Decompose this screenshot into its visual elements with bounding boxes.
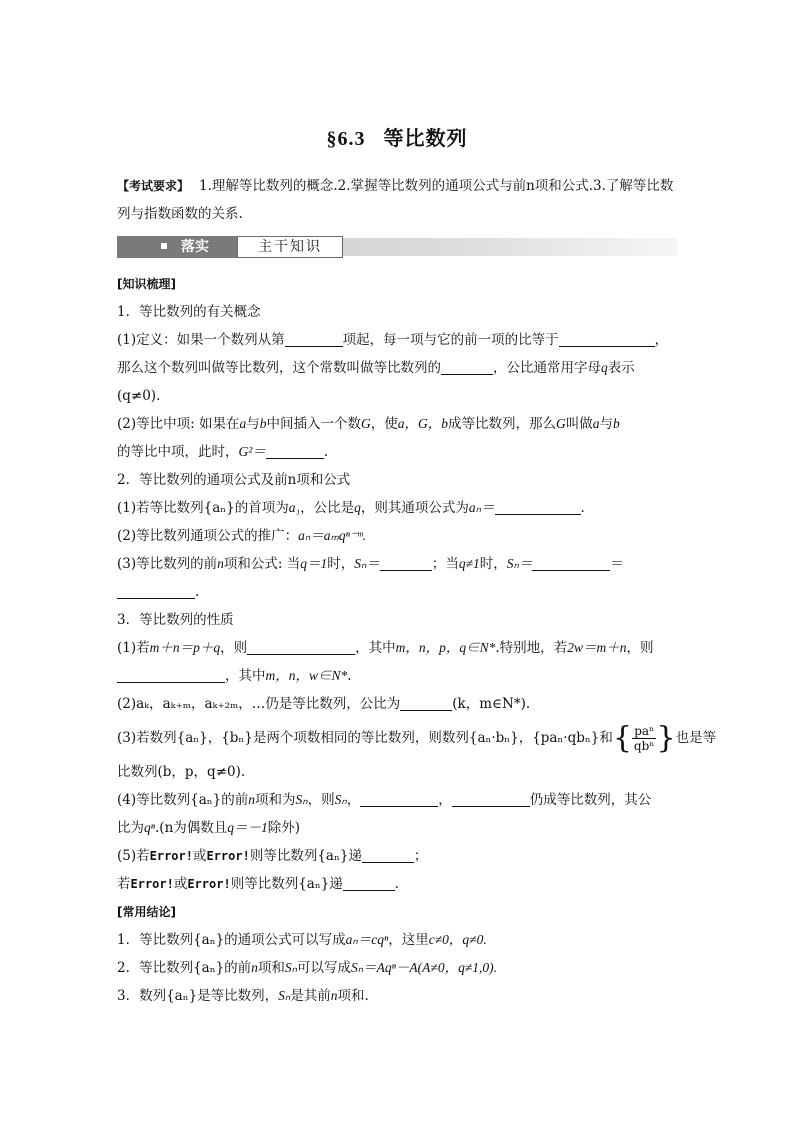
- s2-formula3: (3)等比数列的前n项和公式: 当q＝1时，Sₙ＝ ；当q≠1时，Sₙ＝ ＝: [117, 556, 624, 572]
- answer-blank[interactable]: [380, 554, 432, 571]
- page-title: [0, 122, 794, 151]
- conclusion-1: 1．等比数列{aₙ}的通项公式可以写成aₙ＝cqⁿ，这里c≠0，q≠0.: [117, 932, 487, 948]
- requirement-tag: 【考试要求】: [117, 179, 190, 193]
- knowledge-heading: [知识梳理]: [117, 277, 176, 291]
- answer-blank[interactable]: [400, 694, 452, 711]
- answer-blank[interactable]: [117, 582, 195, 599]
- square-icon: [161, 243, 167, 249]
- s1-mid-line2: 的等比中项，此时，G²＝ .: [117, 444, 329, 460]
- s1-def-line2: 那么这个数列叫做等比数列，这个常数叫做等比数列的 ，公比通常用字母q表示: [117, 360, 635, 376]
- s3-prop4-line1: (4)等比数列{aₙ}的前n项和为Sₙ，则Sₙ， ， 仍成等比数列，其公: [117, 792, 652, 808]
- s3-title: 3．等比数列的性质: [117, 612, 234, 628]
- answer-blank[interactable]: [343, 874, 395, 891]
- s3-prop2: (2)aₖ，aₖ₊ₘ，aₖ₊₂ₘ，…仍是等比数列，公比为 (k，m∈N*).: [117, 696, 531, 712]
- answer-blank[interactable]: [495, 498, 581, 515]
- s3-prop4-line2: 比为qⁿ.(n为偶数且q＝－1除外): [117, 820, 301, 836]
- left-brace: {: [612, 720, 632, 756]
- s2-formula1: (1)若等比数列{aₙ}的首项为a₁，公比是q，则其通项公式为aₙ＝ .: [117, 500, 585, 516]
- answer-blank[interactable]: [360, 790, 438, 807]
- answer-blank[interactable]: [117, 666, 225, 683]
- section-banner: [117, 236, 677, 258]
- s2-title: 2．等比数列的通项公式及前n项和公式: [117, 472, 351, 488]
- s3-prop3-line1: (3)若数列{aₙ}，{bₙ}是两个项数相同的等比数列，则数列{aₙ·bₙ}，{paₙ·qbₙ}和{ $\frac{\text{paⁿ}}{\text{qbⁿ}}$ }也是等: [117, 720, 717, 756]
- s3-prop5: (5)若Error!或Error!则等比数列{aₙ}递 ；: [117, 848, 428, 864]
- s1-title: 1．等比数列的有关概念: [117, 304, 261, 320]
- s2-formula3-cont: .: [117, 578, 679, 606]
- conclusion-2: 2．等比数列{aₙ}的前n项和Sₙ可以写成Sₙ＝Aqⁿ－A(A≠0，q≠1,0).: [117, 960, 497, 976]
- conclusions-heading: [常用结论]: [117, 905, 176, 919]
- s3-prop6: 若Error!或Error!则等比数列{aₙ}递 .: [117, 876, 400, 892]
- conclusion-3: 3．数列{aₙ}是等比数列，Sₙ是其前n项和.: [117, 988, 369, 1004]
- answer-blank[interactable]: [532, 554, 610, 571]
- s3-prop1-line1: (1)若m＋n＝p＋q，则 ，其中m，n，p，q∈N*.特别地，若2w＝m＋n，则: [117, 640, 654, 656]
- answer-blank[interactable]: [247, 638, 355, 655]
- banner-tag-light: 主干知识: [237, 236, 343, 258]
- requirement-text: 1.理解等比数列的概念.2.掌握等比数列的通项公式与前n项和公式.3.了解等比数列与指数函数的关系.: [117, 178, 674, 222]
- section-number: §6.3: [326, 128, 366, 150]
- s2-formula2: (2)等比数列通项公式的推广：aₙ＝aₘqⁿ⁻ᵐ.: [117, 528, 367, 544]
- exam-requirement: [117, 172, 679, 228]
- answer-blank[interactable]: [452, 790, 530, 807]
- s1-def-line3: (q≠0).: [117, 388, 161, 404]
- s1-mid-line1: (2)等比中项: 如果在a与b中间插入一个数G，使a，G，b成等比数列，那么G叫做a与b: [117, 416, 620, 432]
- section-title: 等比数列: [383, 126, 468, 150]
- s3-prop3-line2: 比数列(b，p，q≠0).: [117, 764, 246, 780]
- s3-prop1-line2: ，其中m，n，w∈N*.: [117, 662, 679, 690]
- answer-blank[interactable]: [285, 330, 343, 347]
- answer-blank[interactable]: [362, 846, 414, 863]
- answer-blank[interactable]: [441, 358, 493, 375]
- answer-blank[interactable]: [266, 442, 324, 459]
- fraction: $\frac{\text{paⁿ}}{\text{qbⁿ}}$: [633, 724, 655, 753]
- banner-tag-dark: 落实: [117, 236, 237, 258]
- s1-def-line1: (1)定义：如果一个数列从第 项起，每一项与它的前一项的比等于 ，: [117, 332, 669, 348]
- answer-blank[interactable]: [559, 330, 655, 347]
- right-brace: }: [656, 720, 676, 756]
- content-body: [117, 270, 717, 1010]
